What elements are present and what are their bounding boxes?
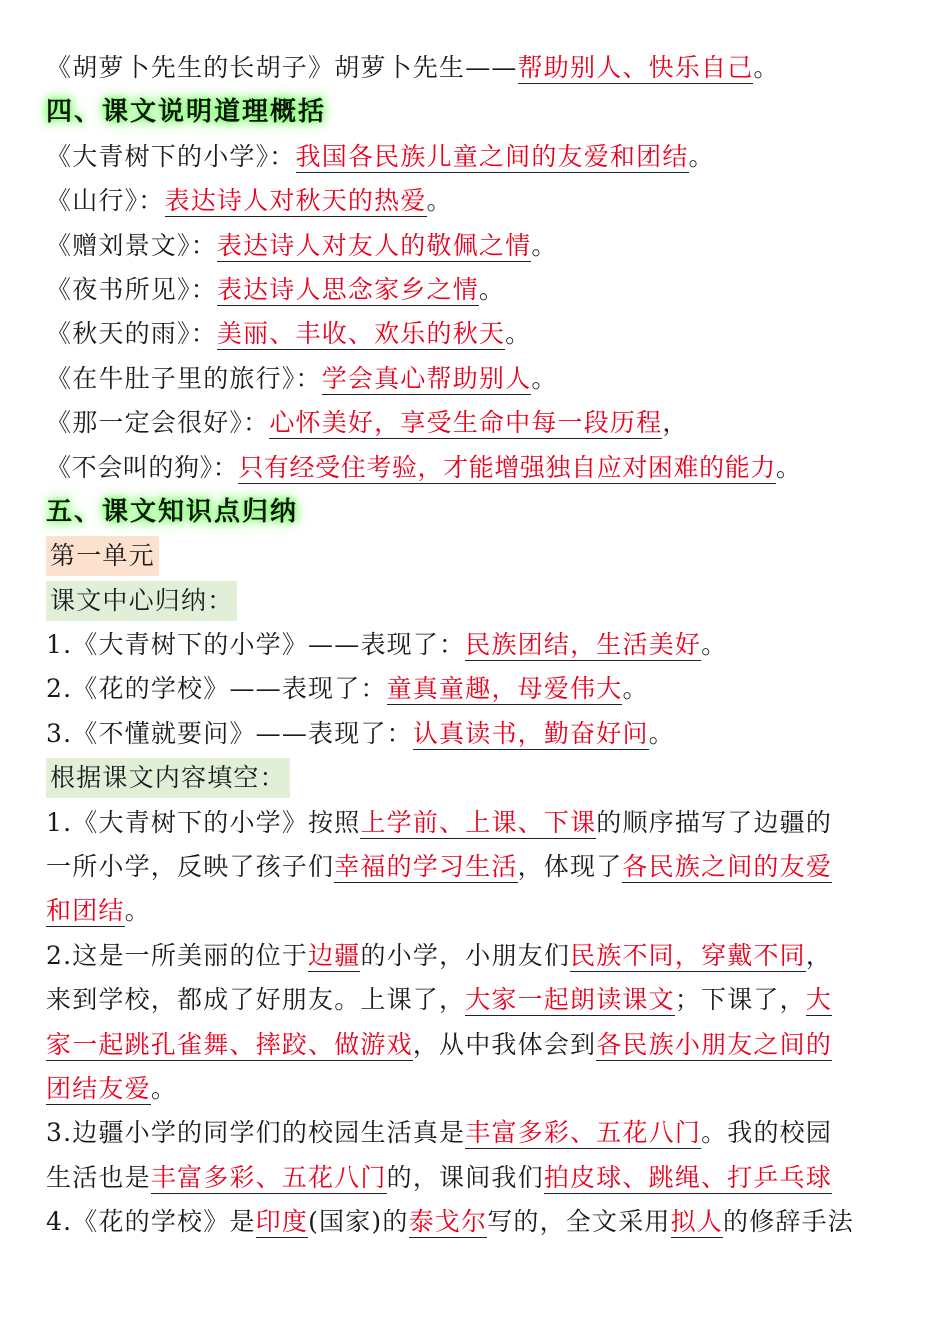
line-text: 。 xyxy=(753,53,780,82)
lesson-title: 《秋天的雨》： xyxy=(46,319,217,349)
subsection-label: 课文中心归纳： xyxy=(46,581,237,621)
answer-text: 只有经受住考验，才能增强独自应对困难的能力 xyxy=(238,452,776,482)
body-text: 3.边疆小学的同学们的校园生活真是 xyxy=(46,1118,466,1148)
paragraph-line xyxy=(46,1200,912,1244)
punctuation: 。 xyxy=(531,230,558,260)
lesson-title: 1.《大青树下的小学》——表现了： xyxy=(46,630,466,660)
answer-text: 民族团结，生活美好 xyxy=(465,630,702,660)
paragraph-line xyxy=(46,1156,912,1200)
list-item xyxy=(46,224,912,268)
answer-text: 丰富多彩、五花八门 xyxy=(465,1118,702,1148)
lesson-title: 《在牛肚子里的旅行》： xyxy=(46,363,322,393)
lesson-title: 《夜书所见》： xyxy=(46,274,217,304)
answer-text: 和团结 xyxy=(46,896,125,926)
answer-text: 团结友爱 xyxy=(46,1073,151,1103)
punctuation: 。 xyxy=(622,674,649,704)
answer-text: 童真童趣，母爱伟大 xyxy=(386,674,623,704)
list-item xyxy=(46,667,912,711)
lesson-title: 《大青树下的小学》： xyxy=(46,141,296,171)
body-text: ，体现了 xyxy=(517,852,623,882)
answer-text: 认真读书，勤奋好问 xyxy=(412,718,649,748)
list-item xyxy=(46,712,912,756)
answer-text: 大 xyxy=(805,985,833,1015)
list-item xyxy=(46,446,912,490)
answer-text: 大家一起朗读课文 xyxy=(465,985,675,1015)
paragraph-line xyxy=(46,1023,912,1067)
punctuation: 。 xyxy=(688,141,715,171)
list-item xyxy=(46,179,912,223)
line-text: 《胡萝卜先生的长胡子》胡萝卜先生—— xyxy=(46,53,518,82)
body-text: 一所小学，反映了孩子们 xyxy=(46,852,335,882)
punctuation: ， xyxy=(662,408,689,438)
answer-text: 印度 xyxy=(255,1207,309,1237)
list-item xyxy=(46,357,912,401)
answer-text: 帮助别人、快乐自己 xyxy=(517,53,754,82)
answer-text: 学会真心帮助别人 xyxy=(321,363,532,393)
punctuation: 。 xyxy=(505,319,532,349)
unit-label: 第一单元 xyxy=(46,536,159,576)
answer-text: 幸福的学习生活 xyxy=(334,852,518,882)
section-heading: 四、课文说明道理概括 xyxy=(46,97,327,128)
body-text: 生活也是 xyxy=(46,1162,151,1192)
body-text: 来到学校，都成了好朋友。上课了， xyxy=(46,985,466,1015)
list-item xyxy=(46,135,912,179)
punctuation: 。 xyxy=(775,452,802,482)
answer-text: 拍皮球、跳绳、打乒乓球 xyxy=(543,1162,833,1192)
body-text: 。我的校园 xyxy=(701,1118,833,1148)
body-text: ，从中我体会到 xyxy=(412,1029,597,1059)
body-text: 的小学，小朋友们 xyxy=(360,940,571,970)
lesson-title: 《山行》： xyxy=(46,186,165,216)
body-text: 写的，全文采用 xyxy=(487,1207,671,1237)
answer-text: 各民族小朋友之间的 xyxy=(596,1029,833,1059)
body-text: ；下课了， xyxy=(674,985,806,1015)
subsection-label-row xyxy=(46,756,912,800)
lesson-title: 《不会叫的狗》： xyxy=(46,452,239,482)
subsection-label: 根据课文内容填空： xyxy=(46,758,290,798)
paragraph-line xyxy=(46,1067,912,1111)
body-text: 4.《花的学校》是 xyxy=(46,1207,256,1237)
answer-text: 民族不同，穿戴不同 xyxy=(570,940,806,970)
body-text: 。 xyxy=(150,1073,178,1103)
paragraph-line xyxy=(46,1111,912,1155)
body-text: 2.这是一所美丽的位于 xyxy=(46,940,309,970)
body-text: ， xyxy=(805,940,833,970)
subsection-label-row xyxy=(46,579,912,623)
unit-label-row xyxy=(46,534,912,578)
list-item xyxy=(46,268,912,312)
body-text: 。 xyxy=(124,896,151,926)
punctuation: 。 xyxy=(426,186,453,216)
body-text: 1.《大青树下的小学》按照 xyxy=(46,807,361,837)
answer-text: 泰戈尔 xyxy=(408,1207,488,1237)
paragraph-line xyxy=(46,801,912,845)
answer-text: 家一起跳孔雀舞、摔跤、做游戏 xyxy=(46,1029,413,1059)
answer-text: 丰富多彩、五花八门 xyxy=(150,1162,387,1192)
answer-text: 表达诗人思念家乡之情 xyxy=(216,274,479,304)
lesson-title: 《赠刘景文》： xyxy=(46,230,217,260)
paragraph-line xyxy=(46,934,912,978)
answer-text: 各民族之间的友爱 xyxy=(622,852,833,882)
section-heading: 五、课文知识点归纳 xyxy=(46,496,299,527)
lesson-title: 2.《花的学校》——表现了： xyxy=(46,674,387,704)
answer-text: 美丽、丰收、欢乐的秋天 xyxy=(216,319,506,349)
summary-line xyxy=(46,46,912,90)
list-item xyxy=(46,623,912,667)
answer-text: 边疆 xyxy=(308,940,361,970)
punctuation: 。 xyxy=(478,274,506,304)
punctuation: 。 xyxy=(531,363,558,393)
body-text: 的修辞手法 xyxy=(723,1207,855,1237)
answer-text: 上学前、上课、下课 xyxy=(360,807,597,837)
answer-text: 我国各民族儿童之间的友爱和团结 xyxy=(295,141,689,171)
body-text: 的顺序描写了边疆的 xyxy=(596,807,833,837)
list-item xyxy=(46,401,912,445)
document-page xyxy=(46,46,912,1245)
paragraph-line xyxy=(46,889,912,933)
lesson-title: 《那一定会很好》： xyxy=(46,408,270,438)
body-text: 的，课间我们 xyxy=(386,1162,544,1192)
list-item xyxy=(46,312,912,356)
paragraph-line xyxy=(46,845,912,889)
punctuation: 。 xyxy=(701,630,728,660)
punctuation: 。 xyxy=(648,718,675,748)
body-text: (国家)的 xyxy=(308,1207,409,1237)
answer-text: 拟人 xyxy=(670,1207,723,1237)
lesson-title: 3.《不懂就要问》——表现了： xyxy=(46,718,413,748)
paragraph-line xyxy=(46,978,912,1022)
answer-text: 表达诗人对友人的敬佩之情 xyxy=(216,230,532,260)
answer-text: 心怀美好，享受生命中每一段历程 xyxy=(269,408,663,438)
answer-text: 表达诗人对秋天的热爱 xyxy=(164,186,427,216)
